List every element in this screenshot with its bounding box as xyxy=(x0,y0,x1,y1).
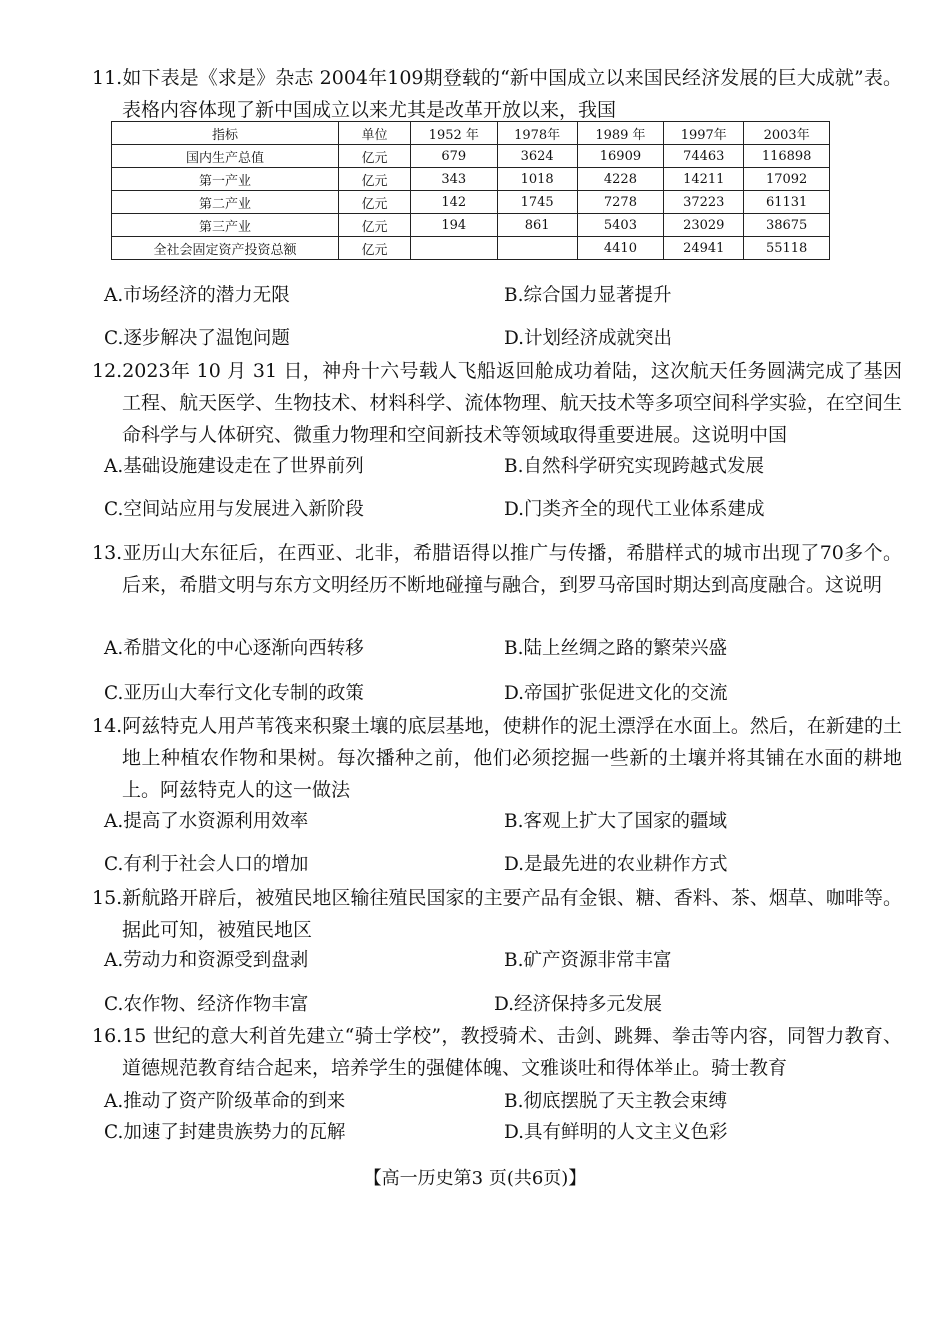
question-12 xyxy=(92,355,902,451)
table-header-cell: 1952 年 xyxy=(411,122,498,145)
option-c[interactable]: C.亚历山大奉行文化专制的政策 xyxy=(104,683,364,704)
table-cell: 55118 xyxy=(744,237,830,260)
question-12-stem: 12.2023年 10 月 31 日，神舟十六号载人飞船返回舱成功着陆，这次航天任务圆满完成了基因工程、航天医学、生物技术、材料科学、流体物理、航天技术等多项空间科学实验，在空间生命科学与人体研究、微重力物理和空间新技术等领域取得重要进展。这说明中国 xyxy=(92,360,902,446)
question-12-options xyxy=(104,453,884,533)
option-d[interactable]: D.具有鲜明的人文主义色彩 xyxy=(504,1122,728,1143)
table-cell: 24941 xyxy=(664,237,744,260)
table-cell: 7278 xyxy=(577,191,664,214)
table-row xyxy=(112,237,830,260)
table-cell: 亿元 xyxy=(339,168,411,191)
table-cell: 5403 xyxy=(577,214,664,237)
table-cell xyxy=(411,237,498,260)
table-header-cell: 单位 xyxy=(339,122,411,145)
option-a[interactable]: A.希腊文化的中心逐渐向西转移 xyxy=(104,638,364,659)
option-d[interactable]: D.帝国扩张促进文化的交流 xyxy=(504,683,728,704)
option-a[interactable]: A.市场经济的潜力无限 xyxy=(104,285,290,306)
table-row xyxy=(112,191,830,214)
table-header-cell: 1989 年 xyxy=(577,122,664,145)
option-b[interactable]: B.客观上扩大了国家的疆域 xyxy=(504,811,727,832)
table-cell: 第一产业 xyxy=(112,168,339,191)
table-cell: 4410 xyxy=(577,237,664,260)
table-cell: 第二产业 xyxy=(112,191,339,214)
option-d[interactable]: D.是最先进的农业耕作方式 xyxy=(504,854,728,875)
question-11-options xyxy=(104,282,884,362)
option-a[interactable]: A.劳动力和资源受到盘剥 xyxy=(104,950,309,971)
table-cell: 3624 xyxy=(497,145,577,168)
option-d[interactable]: D.门类齐全的现代工业体系建成 xyxy=(504,499,765,520)
option-c[interactable]: C.农作物、经济作物丰富 xyxy=(104,994,309,1015)
option-d[interactable]: D.经济保持多元发展 xyxy=(494,994,663,1015)
option-c[interactable]: C.空间站应用与发展进入新阶段 xyxy=(104,499,364,520)
table-header-cell: 2003年 xyxy=(744,122,830,145)
question-13 xyxy=(92,537,902,601)
table-header-row xyxy=(112,122,830,145)
table-cell: 1018 xyxy=(497,168,577,191)
question-11-stem: 11.如下表是《求是》杂志 2004年109期登载的“新中国成立以来国民经济发展的巨大成就”表。表格内容体现了新中国成立以来尤其是改革开放以来，我国 xyxy=(92,67,902,121)
table-cell: 4228 xyxy=(577,168,664,191)
table-cell: 142 xyxy=(411,191,498,214)
question-13-stem: 13.亚历山大东征后，在西亚、北非，希腊语得以推广与传播，希腊样式的城市出现了70多个。后来，希腊文明与东方文明经历不断地碰撞与融合，到罗马帝国时期达到高度融合。这说明 xyxy=(92,542,902,596)
table-cell: 194 xyxy=(411,214,498,237)
table-header-cell: 1978年 xyxy=(497,122,577,145)
question-13-options xyxy=(104,635,884,715)
table-cell: 861 xyxy=(497,214,577,237)
table-cell: 1745 xyxy=(497,191,577,214)
option-a[interactable]: A.推动了资产阶级革命的到来 xyxy=(104,1091,346,1112)
option-c[interactable]: C.加速了封建贵族势力的瓦解 xyxy=(104,1122,346,1143)
option-d[interactable]: D.计划经济成就突出 xyxy=(504,328,673,349)
option-b[interactable]: B.综合国力显著提升 xyxy=(504,285,672,306)
table-cell: 116898 xyxy=(744,145,830,168)
table-cell: 17092 xyxy=(744,168,830,191)
table-cell: 第三产业 xyxy=(112,214,339,237)
table-cell: 国内生产总值 xyxy=(112,145,339,168)
question-15 xyxy=(92,882,902,946)
page-footer: 【高一历史第3 页(共6页)】 xyxy=(363,1168,587,1189)
option-c[interactable]: C.有利于社会人口的增加 xyxy=(104,854,309,875)
table-row xyxy=(112,214,830,237)
question-14-stem: 14.阿兹特克人用芦苇筏来积聚土壤的底层基地，使耕作的泥土漂浮在水面上。然后，在新建的土地上种植农作物和果树。每次播种之前，他们必须挖掘一些新的土壤并将其铺在水面的耕地上。阿兹特克人的这一做法 xyxy=(92,715,902,801)
question-14-options xyxy=(104,808,884,888)
table-cell: 14211 xyxy=(664,168,744,191)
economy-table xyxy=(111,121,830,260)
table-header-cell: 指标 xyxy=(112,122,339,145)
table-row xyxy=(112,168,830,191)
option-b[interactable]: B.自然科学研究实现跨越式发展 xyxy=(504,456,764,477)
question-16-options xyxy=(104,1088,884,1152)
option-c[interactable]: C.逐步解决了温饱问题 xyxy=(104,328,290,349)
option-b[interactable]: B.陆上丝绸之路的繁荣兴盛 xyxy=(504,638,727,659)
table-cell: 61131 xyxy=(744,191,830,214)
question-16-stem: 16.15 世纪的意大利首先建立“骑士学校”，教授骑术、击剑、跳舞、拳击等内容，同智力教育、道德规范教育结合起来，培养学生的强健体魄、文雅谈吐和得体举止。骑士教育 xyxy=(92,1025,902,1079)
question-16 xyxy=(92,1020,902,1084)
table-cell: 38675 xyxy=(744,214,830,237)
table-cell xyxy=(497,237,577,260)
table-cell: 74463 xyxy=(664,145,744,168)
option-b[interactable]: B.彻底摆脱了天主教会束缚 xyxy=(504,1091,727,1112)
question-11 xyxy=(92,62,902,126)
table-cell: 37223 xyxy=(664,191,744,214)
question-14 xyxy=(92,710,902,806)
table-cell: 343 xyxy=(411,168,498,191)
option-b[interactable]: B.矿产资源非常丰富 xyxy=(504,950,672,971)
table-header-cell: 1997年 xyxy=(664,122,744,145)
table-cell: 亿元 xyxy=(339,237,411,260)
table-cell: 全社会固定资产投资总额 xyxy=(112,237,339,260)
question-15-stem: 15.新航路开辟后，被殖民地区输往殖民国家的主要产品有金银、糖、香料、茶、烟草、咖啡等。据此可知，被殖民地区 xyxy=(92,887,902,941)
table-cell: 16909 xyxy=(577,145,664,168)
option-a[interactable]: A.提高了水资源利用效率 xyxy=(104,811,309,832)
table-row xyxy=(112,145,830,168)
question-15-options xyxy=(104,947,884,1027)
table-cell: 亿元 xyxy=(339,145,411,168)
table-cell: 亿元 xyxy=(339,214,411,237)
table-cell: 679 xyxy=(411,145,498,168)
table-cell: 亿元 xyxy=(339,191,411,214)
table-cell: 23029 xyxy=(664,214,744,237)
option-a[interactable]: A.基础设施建设走在了世界前列 xyxy=(104,456,364,477)
